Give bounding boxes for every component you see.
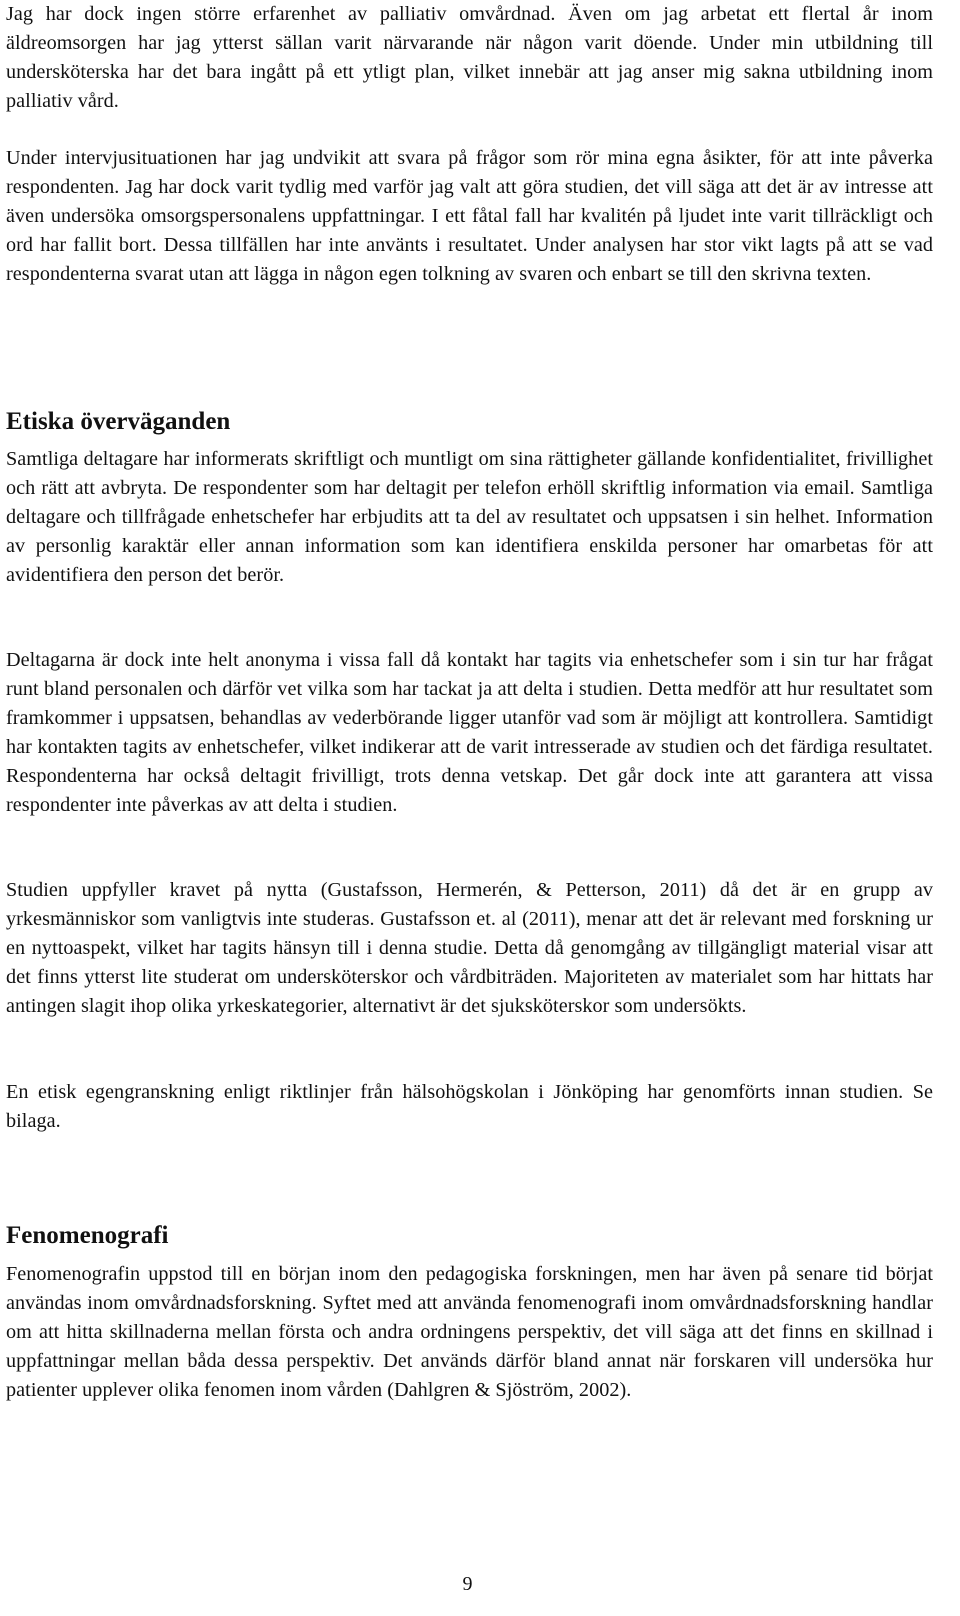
paragraph-interview-situation: Under intervjusituationen har jag undvikit att svara på frågor som rör mina egna åsikter, för att inte påverka respondenten. Jag har dock varit tydlig med varför jag valt att göra studien, det vill säga att det är av intresse att även undersöka omsorgspersonalens uppfattningar. I ett fåtal fall har kvalitén på ljudet inte varit tillräckligt och ord har fallit bort. Dessa tillfällen har inte använts i resultatet. Under analysen har stor vikt lagts på att se vad respondenterna svarat utan att lägga in någon egen tolkning av svaren och enbart se till den skrivna texten. (6, 147, 933, 285)
heading-ethical-considerations: Etiska överväganden (6, 408, 231, 435)
heading-phenomenography: Fenomenografi (6, 1222, 169, 1249)
paragraph-utility: Studien uppfyller kravet på nytta (Gustafsson, Hermerén, & Petterson, 2011) då det är en grupp av yrkesmänniskor som vanligtvis inte studeras. Gustafsson et. al (2011), menar att det är relevant med forskning ur en nyttoaspekt, vilket har tagits hänsyn till i denna studie. Detta då genomgång av tillgängligt material visar att det finns ytterst lite studerat om undersköterskor och vårdbiträden. Majoriteten av materialet som har hittats har antingen slagit ihop olika yrkeskategorier, alternativt är det sjuksköterskor som undersökts. (6, 879, 933, 1017)
paragraph-phenomenography: Fenomenografin uppstod till en början inom den pedagogiska forskningen, men har även på senare tid börjat användas inom omvårdnadsforskning. Syftet med att använda fenomenografi inom omvårdnadsforskning handlar om att hitta skillnaderna mellan första och andra ordningens perspektiv, det vill säga att det finns en skillnad i uppfattningar mellan båda dessa perspektiv. Det används därför bland annat när forskaren vill undersöka hur patienter upplever olika fenomen inom vården (Dahlgren & Sjöström, 2002). (6, 1263, 933, 1401)
paragraph-informed-consent: Samtliga deltagare har informerats skriftligt och muntligt om sina rättigheter gällande konfidentialitet, frivillighet och rätt att avbryta. De respondenter som har deltagit per telefon erhöll skriftlig information via email. Samtliga deltagare och tillfrågade enhetschefer har erbjudits att ta del av resultatet och uppsatsen i sin helhet. Information av personlig karaktär eller annan information som kan identifiera enskilda personer har omarbetas för att avidentifiera den person det berör. (6, 448, 933, 586)
paragraph-ethics-review: En etisk egengranskning enligt riktlinjer från hälsohögskolan i Jönköping har genomförts innan studien. Se bilaga. (6, 1081, 933, 1132)
paragraph-anonymity: Deltagarna är dock inte helt anonyma i vissa fall då kontakt har tagits via enhetschefer som i sin tur har frågat runt bland personalen och därför vet vilka som har tackat ja att delta i studien. Detta medför att hur resultatet som framkommer i uppsatsen, behandlas av vederbörande ligger utanför vad som är möjligt att kontrollera. Samtidigt har kontakten tagits av enhetschefer, vilket indikerar att de varit intresserade av studien och det färdiga resultatet. Respondenterna har också deltagit frivilligt, trots denna vetskap. Det går dock inte att garantera att vissa respondenter inte påverkas av att delta i studien. (6, 649, 933, 816)
page-number: 9 (462, 1573, 473, 1595)
paragraph-experience: Jag har dock ingen större erfarenhet av palliativ omvårdnad. Även om jag arbetat ett flertal år inom äldreomsorgen har jag ytterst sällan varit närvarande när någon varit döende. Under min utbildning till undersköterska har det bara ingått på ett ytligt plan, vilket innebär att jag anser mig sakna utbildning inom palliativ vård. (6, 3, 933, 112)
